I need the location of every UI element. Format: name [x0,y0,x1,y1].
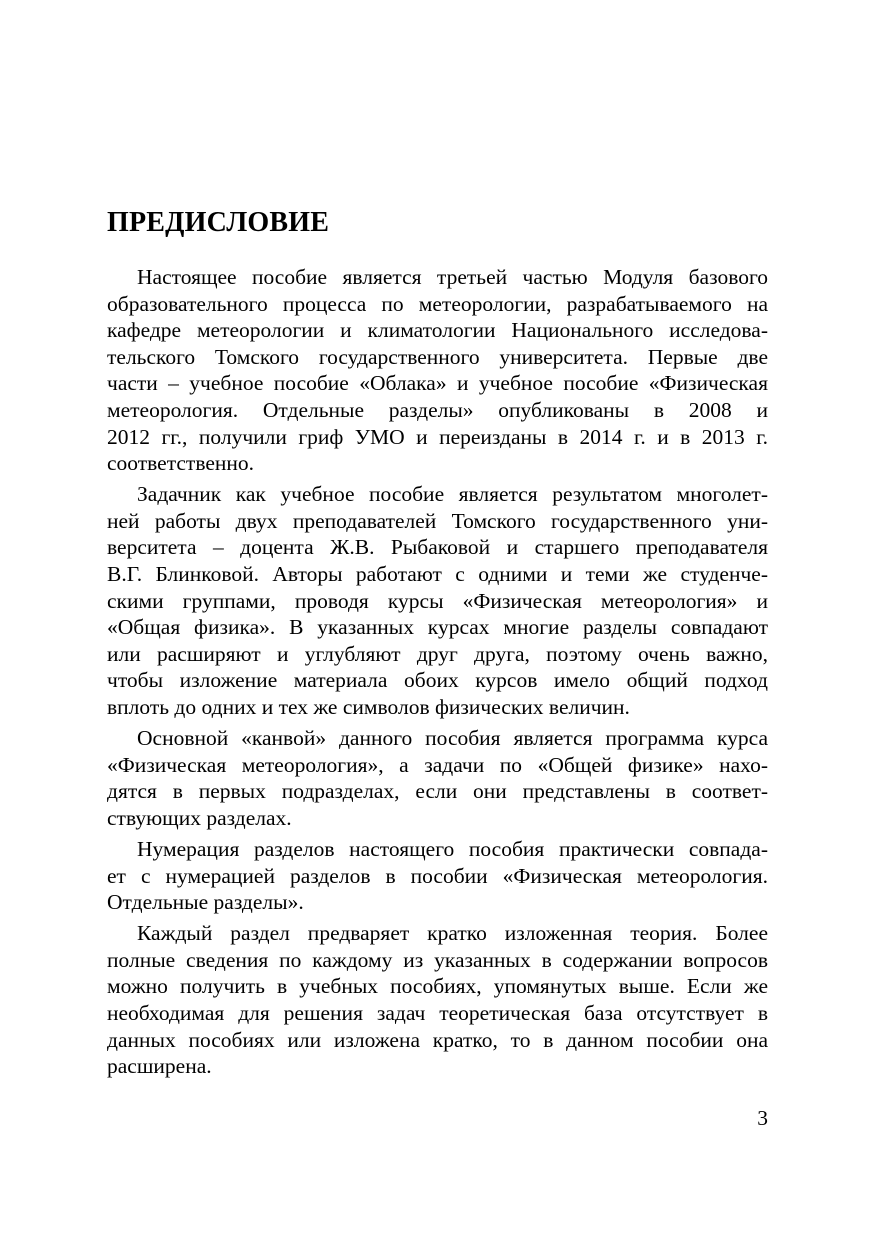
text-line: полные сведения по каждому из указанных в содержании вопросов [107,947,768,972]
page-title: ПРЕДИСЛОВИЕ [107,207,330,238]
paragraph-4 [107,836,768,916]
paragraph-5 [107,920,768,1080]
text-line: Задачник как учебное пособие является результатом многолет- [137,482,768,507]
text-line: Основной «канвой» данного пособия является программа курса [137,726,768,751]
text-line: ней работы двух преподавателей Томского государственного уни- [107,508,768,533]
text-line: чтобы изложение материала обоих курсов имело общий подход [107,668,768,693]
text-line: верситета – доцента Ж.В. Рыбаковой и старшего преподавателя [107,535,768,560]
text-line: Нумерация разделов настоящего пособия практически совпада- [137,836,768,861]
text-line: скими группами, проводя курсы «Физическая метеорология» и [107,588,768,613]
text-line: части – учебное пособие «Облака» и учебное пособие «Физическая [107,371,768,396]
text-line: В.Г. Блинковой. Авторы работают с одними и теми же студенче- [107,562,768,587]
text-line: данных пособиях или изложена кратко, то в данном пособии она [107,1027,768,1052]
text-line: Настоящее пособие является третьей частью Модуля базового [137,265,768,289]
paragraph-2 [107,481,768,720]
text-line: метеорология. Отдельные разделы» опубликованы в 2008 и [107,397,768,422]
text-line: «Физическая метеорология», а задачи по «Общей физике» нахо- [107,752,768,777]
text-line: или расширяют и углубляют друг друга, поэтому очень важно, [107,641,768,666]
paragraph-1 [107,264,768,477]
text-line: дятся в первых подразделах, если они представлены в соответ- [107,779,768,804]
text-line: образовательного процесса по метеорологии, разрабатываемого на [107,291,768,316]
text-line: ствующих разделах. [107,805,292,830]
text-line: ет с нумерацией разделов в пособии «Физическая метеорология. [107,863,768,888]
paragraph-3 [107,725,768,831]
text-line: расширена. [107,1054,212,1079]
body-text [107,264,768,1084]
page-number: 3 [757,1106,768,1130]
text-line: вплоть до одних и тех же символов физических величин. [107,695,630,719]
text-line: Каждый раздел предваряет кратко изложенная теория. Более [137,921,768,946]
text-line: тельского Томского государственного университета. Первые две [107,344,768,369]
text-line: 2012 гг., получили гриф УМО и переизданы в 2014 г. и в 2013 г. [107,424,768,449]
text-line: необходимая для решения задач теоретическая база отсутствует в [107,1001,768,1026]
text-line: можно получить в учебных пособиях, упомянутых выше. Если же [107,974,768,999]
text-line: соответственно. [107,451,255,476]
text-line: кафедре метеорологии и климатологии Национального исследова- [107,318,768,343]
text-line: «Общая физика». В указанных курсах многие разделы совпадают [107,615,768,640]
text-line: Отдельные разделы». [107,890,304,915]
